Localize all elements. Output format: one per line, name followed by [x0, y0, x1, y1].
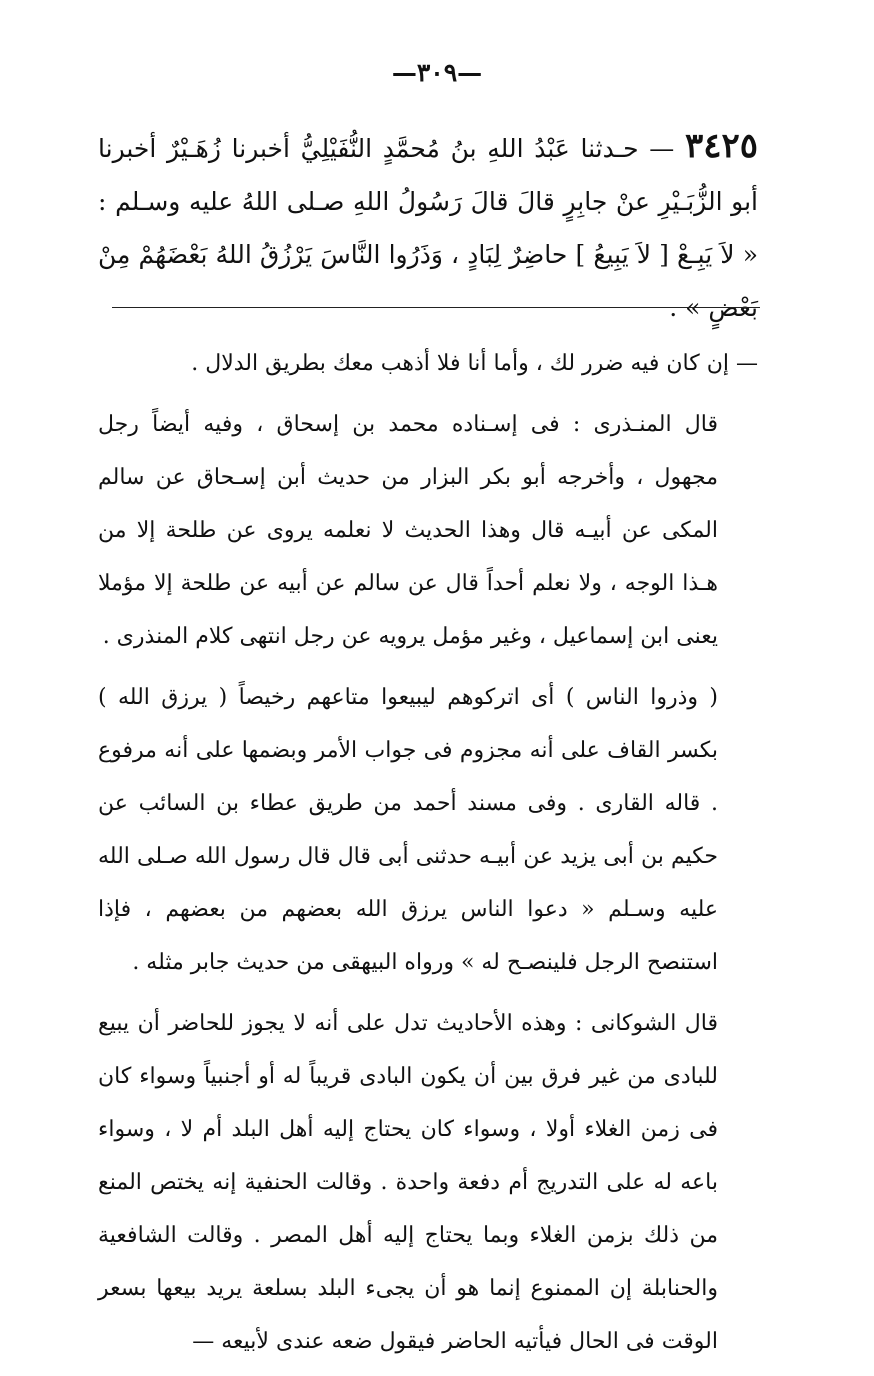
commentary-paragraph: قال الشوكانى : وهذه الأحاديث تدل على أنه لا يجوز للحاضر أن يبيع للبادى من غير فرق بين أن يكون البادى قريباً له أو أجنبياً وسواء كان فى زمن الغلاء أولا ، وسواء كان يحتاج إليه أهل البلد أم لا ، وسواء باعه له على التدريج أم دفعة واحدة . وقالت الحنفية إنه يختص المنع من ذلك بزمن الغلاء وبما يحتاج إليه أهل المصر . وقالت الشافعية والحنابلة إن الممنوع إنما هو أن يجىء البلد بسلعة يريد بيعها بسعر الوقت فى الحال فيأتيه الحاضر فيقول ضعه عندى لأبيعه —	[98, 1011, 718, 1354]
commentary-paragraph: — إن كان فيه ضرر لك ، وأما أنا فلا أذهب معك بطريق الدلال .	[191, 351, 758, 376]
hadith-number: ٣٤٢٥	[684, 126, 759, 166]
hadith-block	[98, 120, 758, 334]
hadith-text: — حـدثنا عَبْدُ اللهِ بنُ مُحمَّدٍ النُّفَيْلِيُّ أخبرنا زُهَـيْرٌ أخبرنا أبو الزُّبَـيْرِ عنْ جابِرٍ قالَ قالَ رَسُولُ اللهِ صـلى اللهُ عليه وسـلم : « لاَ يَبِـعْ [ لاَ يَبِيعُ ] حاضِرٌ لِبَادٍ ، وَذَرُوا النَّاسَ يَرْزُقُ اللهُ بَعْضَهُمْ مِنْ بَعْضٍ » .	[98, 134, 758, 322]
commentary-paragraph: قال المنـذرى : فى إسـناده محمد بن إسحاق ، وفيه أيضاً رجل مجهول ، وأخرجه أبو بكر البزار من حديث أبن إسـحاق عن سالم المكى عن أبيـه قال وهذا الحديث لا نعلمه يروى عن طلحة إلا من هـذا الوجه ، ولا نعلم أحداً قال عن سالم عن أبيه عن طلحة إلا مؤملا يعنى ابن إسماعيل ، وغير مؤمل يرويه عن رجل انتهى كلام المنذرى .	[98, 412, 718, 649]
page-number: —٣٠٩—	[391, 58, 483, 87]
commentary-paragraph: ( وذروا الناس ) أى اتركوهم ليبيعوا متاعهم رخيصاً ( يرزق الله ) بكسر القاف على أنه مجزوم فى جواب الأمر وبضمها على أنه مرفوع . قاله القارى . وفى مسند أحمد من طريق عطاء بن السائب عن حكيم بن أبى يزيد عن أبيـه حدثنى أبى قال قال رسول الله صـلى الله عليه وسـلم « دعوا الناس يرزق الله بعضهم من بعضهم ، فإذا استنصح الرجل فلينصـح له » ورواه البيهقى من حديث جابر مثله .	[98, 685, 718, 975]
section-divider	[112, 307, 760, 308]
commentary-block	[98, 337, 758, 1376]
